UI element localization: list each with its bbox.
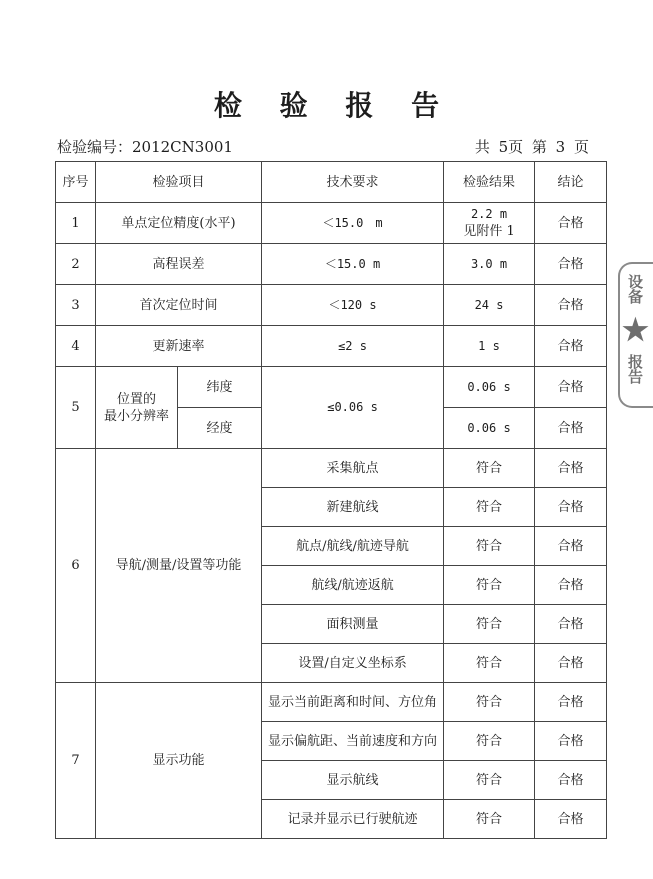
row-conclusion: 合格 — [535, 605, 607, 644]
row-result — [444, 203, 535, 244]
row-requirement: 航点/航线/航迹导航 — [262, 527, 444, 566]
row-requirement: ＜120 s — [262, 285, 444, 326]
row-conclusion: 合格 — [535, 326, 607, 367]
row-result: 24 s — [444, 285, 535, 326]
row-item: 首次定位时间 — [96, 285, 262, 326]
row-requirement: 记录并显示已行驶航迹 — [262, 800, 444, 839]
row-conclusion: 合格 — [535, 244, 607, 285]
row-item — [96, 367, 178, 449]
table-row — [56, 203, 607, 244]
stamp-text-bottom: 报告 — [626, 354, 644, 384]
row-no: 7 — [56, 683, 96, 839]
row-result: 符合 — [444, 800, 535, 839]
row-no: 1 — [56, 203, 96, 244]
row-requirement: 显示当前距离和时间、方位角 — [262, 683, 444, 722]
header-item: 检验项目 — [96, 162, 262, 203]
header-no: 序号 — [56, 162, 96, 203]
row-conclusion: 合格 — [535, 683, 607, 722]
result-note: 见附件 1 — [463, 224, 515, 239]
row-item: 显示功能 — [96, 683, 262, 839]
row-item: 高程误差 — [96, 244, 262, 285]
star-icon: ★ — [622, 313, 649, 348]
report-number: 检验编号：2012CN3001 — [57, 138, 233, 156]
row-requirement: ≤2 s — [262, 326, 444, 367]
row-conclusion: 合格 — [535, 285, 607, 326]
sub-item-label: 纬度 — [178, 367, 262, 408]
row-result: 0.06 s — [444, 408, 535, 449]
row-result: 符合 — [444, 722, 535, 761]
row-item-line: 最小分辨率 — [103, 408, 169, 424]
header-conclusion: 结论 — [535, 162, 607, 203]
row-no: 4 — [56, 326, 96, 367]
row-item: 更新速率 — [96, 326, 262, 367]
row-conclusion: 合格 — [535, 367, 607, 408]
table-row — [56, 367, 607, 408]
table-row — [56, 244, 607, 285]
header-result: 检验结果 — [444, 162, 535, 203]
row-conclusion: 合格 — [535, 800, 607, 839]
row-requirement: ＜15.0 m — [262, 244, 444, 285]
row-requirement: 显示航线 — [262, 761, 444, 800]
row-result: 符合 — [444, 644, 535, 683]
seal-stamp — [618, 262, 653, 408]
row-conclusion: 合格 — [535, 203, 607, 244]
row-requirement: 显示偏航距、当前速度和方向 — [262, 722, 444, 761]
row-item: 单点定位精度(水平) — [96, 203, 262, 244]
row-result: 符合 — [444, 488, 535, 527]
inspection-table — [55, 161, 607, 839]
stamp-text-top: 设备 — [626, 274, 644, 304]
row-conclusion: 合格 — [535, 761, 607, 800]
row-conclusion: 合格 — [535, 449, 607, 488]
row-requirement: 面积测量 — [262, 605, 444, 644]
row-result: 1 s — [444, 326, 535, 367]
table-header-row — [56, 162, 607, 203]
row-conclusion: 合格 — [535, 488, 607, 527]
table-row — [56, 326, 607, 367]
row-result: 符合 — [444, 761, 535, 800]
row-requirement: 新建航线 — [262, 488, 444, 527]
header-requirement: 技术要求 — [262, 162, 444, 203]
row-requirement: ≤0.06 s — [262, 367, 444, 449]
row-conclusion: 合格 — [535, 566, 607, 605]
row-conclusion: 合格 — [535, 644, 607, 683]
document-title: 检 验 报 告 — [213, 89, 454, 122]
row-result: 符合 — [444, 605, 535, 644]
row-conclusion: 合格 — [535, 722, 607, 761]
row-conclusion: 合格 — [535, 408, 607, 449]
sub-item-label: 经度 — [178, 408, 262, 449]
table-row — [56, 449, 607, 488]
row-item: 导航/测量/设置等功能 — [96, 449, 262, 683]
row-no: 2 — [56, 244, 96, 285]
row-result: 符合 — [444, 566, 535, 605]
row-result: 符合 — [444, 527, 535, 566]
result-line: 2.2 m — [470, 207, 508, 221]
row-no: 6 — [56, 449, 96, 683]
row-result: 0.06 s — [444, 367, 535, 408]
row-no: 5 — [56, 367, 96, 449]
table-row — [56, 683, 607, 722]
table-row — [56, 285, 607, 326]
page-info: 共 5页 第 3 页 — [474, 138, 589, 156]
row-result: 符合 — [444, 449, 535, 488]
row-requirement: 采集航点 — [262, 449, 444, 488]
row-requirement: 设置/自定义坐标系 — [262, 644, 444, 683]
row-requirement: ＜15.0 m — [262, 203, 444, 244]
row-conclusion: 合格 — [535, 527, 607, 566]
row-result: 符合 — [444, 683, 535, 722]
row-no: 3 — [56, 285, 96, 326]
row-result: 3.0 m — [444, 244, 535, 285]
row-item-line: 位置的 — [116, 391, 156, 407]
row-requirement: 航线/航迹返航 — [262, 566, 444, 605]
